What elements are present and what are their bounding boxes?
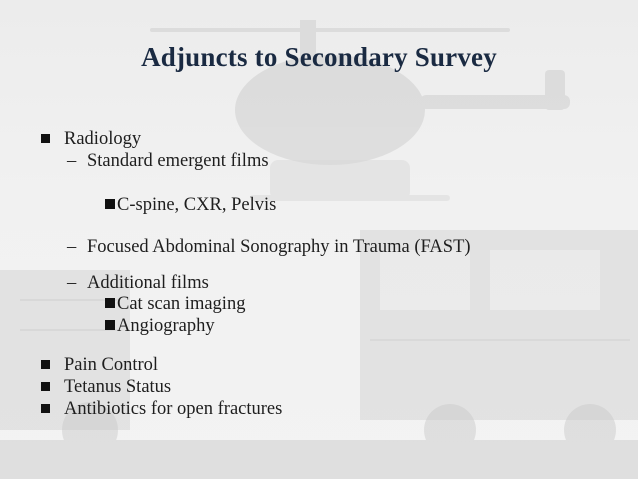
- dash-icon: –: [67, 237, 77, 257]
- bullet-antibiotics: [41, 398, 282, 420]
- sub-sub-bullet-angiography-text: Angiography: [117, 316, 215, 336]
- sub-sub-bullet-angiography: [105, 315, 215, 337]
- bullet-radiology-text: Radiology: [64, 129, 142, 149]
- bullet-pain-control-text: Pain Control: [64, 355, 159, 375]
- sub-sub-bullet-cat-scan: [105, 293, 245, 315]
- square-bullet-icon: [41, 134, 50, 143]
- bullet-tetanus: [41, 376, 171, 398]
- dash-icon: –: [67, 273, 77, 293]
- sub-bullet-standard-films: [67, 150, 269, 172]
- slide-title: Adjuncts to Secondary Survey: [141, 42, 497, 72]
- sub-bullet-fast: [67, 236, 471, 258]
- square-bullet-icon: [105, 320, 115, 330]
- bullet-radiology: [41, 128, 141, 150]
- square-bullet-icon: [41, 360, 50, 369]
- square-bullet-icon: [41, 404, 50, 413]
- bullet-tetanus-text: Tetanus Status: [64, 377, 172, 397]
- square-bullet-icon: [105, 199, 115, 209]
- sub-sub-bullet-cspine-text: C-spine, CXR, Pelvis: [117, 195, 277, 215]
- bullet-antibiotics-text: Antibiotics for open fractures: [64, 399, 283, 419]
- bullet-pain-control: [41, 354, 158, 376]
- sub-bullet-additional-films-text: Additional films: [87, 273, 209, 293]
- square-bullet-icon: [105, 298, 115, 308]
- sub-sub-bullet-cspine: [105, 194, 276, 216]
- square-bullet-icon: [41, 382, 50, 391]
- sub-bullet-additional-films: [67, 272, 209, 294]
- sub-bullet-standard-films-text: Standard emergent films: [87, 151, 269, 171]
- dash-icon: –: [67, 151, 77, 171]
- sub-sub-bullet-cat-scan-text: Cat scan imaging: [117, 294, 246, 314]
- sub-bullet-fast-text: Focused Abdominal Sonography in Trauma (FAST): [87, 237, 471, 257]
